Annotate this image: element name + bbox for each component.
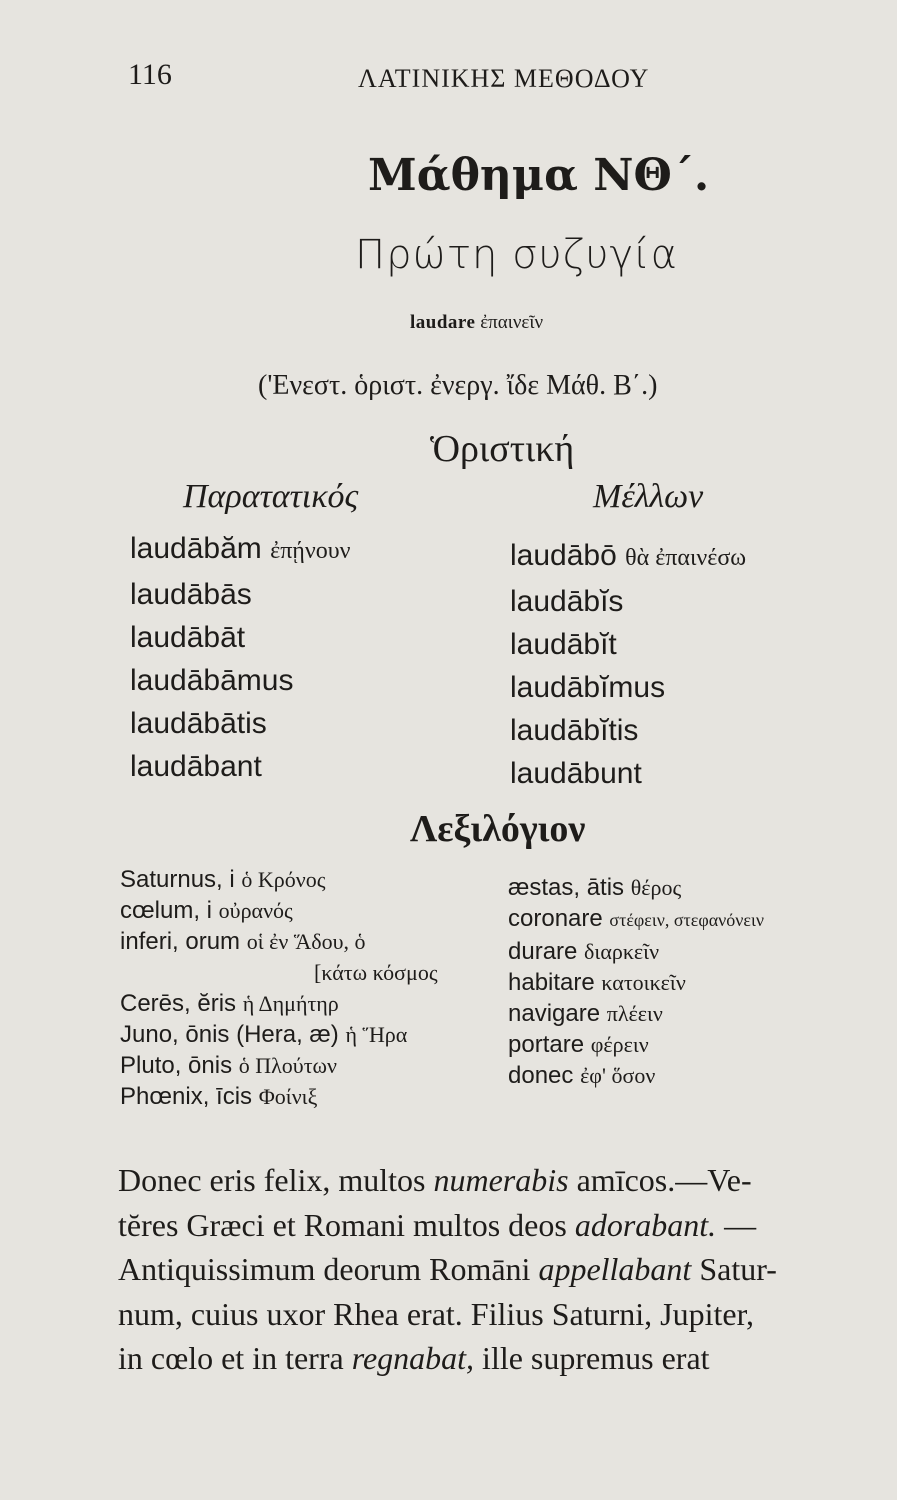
verb-gloss: ἐπαινεῖν: [480, 312, 544, 333]
imperfect-forms: [130, 527, 350, 788]
passage-line: Antiquissimum deorum Romāni appellabant Satur-: [118, 1251, 777, 1287]
vocab-entry: Saturnus, i ὁ Κρόνος: [120, 866, 326, 893]
vocabulary-heading: Λεξιλόγιον: [410, 808, 586, 850]
imperfect-form: laudābāmus: [130, 664, 294, 697]
reference-note: ('Ενεστ. ὁριστ. ἐνεργ. ἴδε Μάθ. Β΄.): [258, 370, 658, 401]
imperfect-heading: Παρατατικός: [183, 478, 359, 515]
vocabulary-right: [508, 872, 764, 1091]
reading-passage: [118, 1158, 878, 1381]
passage-line: num, cuius uxor Rhea erat. Filius Saturni, Jupiter,: [118, 1295, 754, 1332]
imperfect-form: laudābăm ἐπῄνουν: [130, 532, 351, 565]
future-heading: Μέλλων: [593, 478, 704, 515]
conjugation-subtitle: Πρώτη συζυγία: [355, 232, 679, 278]
running-head: ΛΑΤΙΝΙΚΗΣ ΜΕΘΟΔΟΥ: [358, 64, 650, 93]
future-form: laudābĭt: [510, 628, 617, 661]
future-form: laudābĭmus: [510, 671, 666, 704]
vocab-entry: Pluto, ōnis ὁ Πλούτων: [120, 1052, 337, 1079]
lesson-title: Μάθημα ΝΘ΄.: [368, 150, 710, 201]
imperfect-form: laudābant: [130, 750, 262, 783]
vocab-entry: Cerēs, ĕris ἡ Δημήτηρ: [120, 990, 339, 1017]
page-number: 116: [128, 58, 172, 91]
future-form: laudābō θὰ ἐπαινέσω: [510, 539, 747, 572]
passage-line: in cœlo et in terra regnabat, ille supremus erat: [118, 1340, 710, 1376]
future-form: laudābunt: [510, 757, 642, 790]
mood-heading: Ὁριστική: [430, 428, 575, 470]
passage-line: tĕres Græci et Romani multos deos adorabant. —: [118, 1206, 757, 1243]
future-forms: [510, 534, 746, 795]
passage-line: Donec eris felix, multos numerabis amīcos.—Ve-: [118, 1162, 752, 1198]
future-form: laudābĭtis: [510, 714, 639, 747]
vocab-entry: coronare στέφειν, στεφανόνειν: [508, 905, 764, 932]
verb-line: [410, 312, 543, 334]
imperfect-gloss: ἐπῄνουν: [270, 538, 351, 564]
vocab-entry: inferi, orum οἱ ἐν Ἅδου, ὁ: [120, 928, 366, 955]
future-form: laudābĭs: [510, 585, 624, 618]
vocab-entry: Juno, ōnis (Hera, æ) ἡ Ἥρα: [120, 1021, 408, 1048]
future-gloss: θὰ ἐπαινέσω: [625, 545, 747, 571]
vocab-entry: cœlum, i οὐρανός: [120, 897, 293, 924]
vocab-entry: [κάτω κόσμος: [314, 960, 438, 985]
imperfect-form: laudābās: [130, 578, 252, 611]
vocab-entry: navigare πλέειν: [508, 1000, 663, 1027]
verb-latin: laudare: [410, 312, 476, 333]
imperfect-form: laudābāt: [130, 621, 246, 654]
imperfect-form: laudābātis: [130, 707, 267, 740]
vocab-entry: donec ἐφ' ὅσον: [508, 1062, 656, 1089]
vocabulary-left: [120, 864, 438, 1112]
vocab-entry: durare διαρκεῖν: [508, 938, 660, 965]
vocab-entry: habitare κατοικεῖν: [508, 969, 686, 996]
vocab-entry: Phœnix, īcis Φοίνιξ: [120, 1083, 318, 1110]
vocab-entry: portare φέρειν: [508, 1031, 649, 1058]
vocab-entry: æstas, ātis θέρος: [508, 874, 682, 901]
